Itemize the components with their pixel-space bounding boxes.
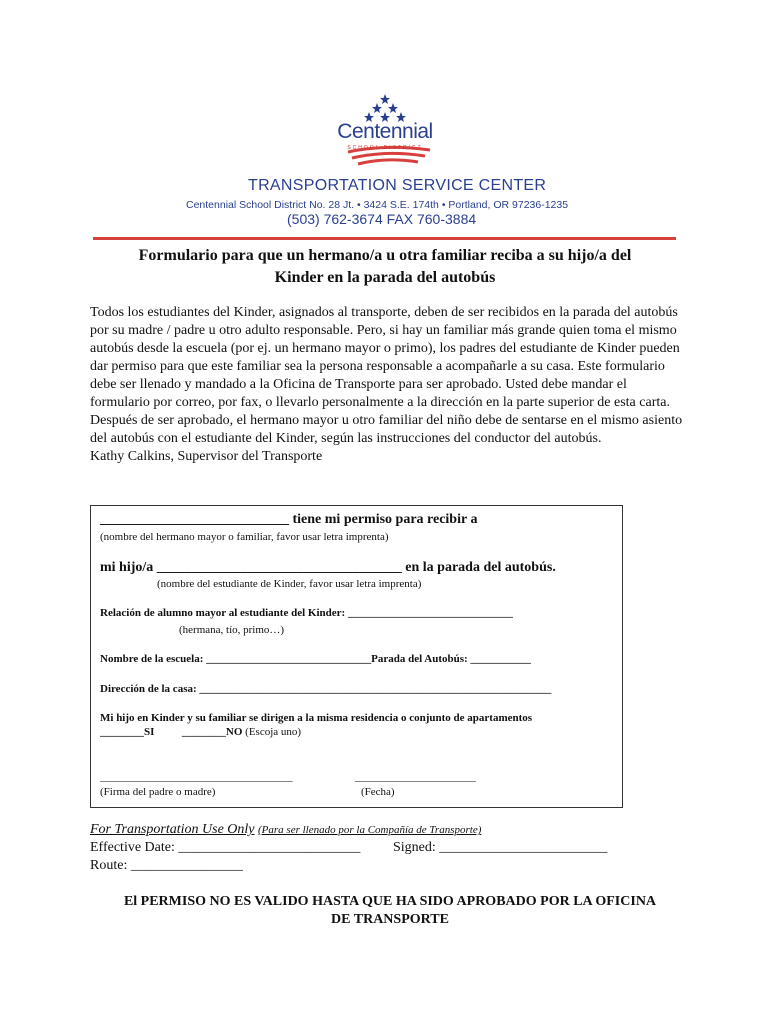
effective-date-field[interactable]: Effective Date: __________________________ bbox=[90, 840, 361, 855]
transport-use-heading bbox=[90, 822, 481, 838]
home-address-field[interactable]: Dirección de la casa: ________________________________________________________________ bbox=[100, 683, 552, 695]
parent-signature-label: (Firma del padre o madre) bbox=[100, 786, 216, 798]
transport-use-title: For Transportation Use Only bbox=[90, 822, 255, 837]
kinder-student-name-field[interactable]: mi hijo/a ___________________________________ en la parada del autobús. bbox=[100, 560, 556, 575]
signature-line: Kathy Calkins, Supervisor del Transporte bbox=[90, 449, 323, 464]
choose-one-note: (Escoja uno) bbox=[242, 726, 302, 738]
yes-no-choice bbox=[100, 726, 301, 738]
district-logo bbox=[330, 92, 440, 170]
title-line-1: Formulario para que un hermano/a u otra familiar reciba a su hijo/a del bbox=[138, 247, 632, 264]
logo-subtitle: SCHOOL DISTRICT bbox=[347, 145, 423, 151]
body-paragraph: Todos los estudiantes del Kinder, asignados al transporte, deben de ser recibidos en la parada del autobús por su madre / padre u otro adulto responsable. Pero, si hay un familiar más grande quien toma el mismo autobús desde la escuela (por ej. un hermano mayor o primo), los padres del estudiante de Kinder pueden dar permiso para que este familiar sea la persona responsable a acompañarle a su casa. Este formulario debe ser llenado y mandado a la Oficina de Transporte para ser aprobado. Usted debe mandar el formulario por correo, por fax, o llevarlo personalmente a la dirección en la parte superior de esta carta. Después de ser aprobado, el hermano mayor u otro familiar del niño debe de sentarse en el mismo asiento del autobús con el estudiante del Kinder, según las instrucciones del conductor del autobús. bbox=[90, 305, 683, 446]
logo-name: Centennial bbox=[337, 120, 433, 143]
date-label: (Fecha) bbox=[361, 786, 395, 798]
body-text bbox=[90, 304, 690, 466]
older-sibling-note: (nombre del hermano mayor o familiar, favor usar letra imprenta) bbox=[100, 531, 389, 543]
phone-fax: (503) 762-3674 FAX 760-3884 bbox=[287, 211, 477, 227]
school-bus-stop-field[interactable]: Nombre de la escuela: ______________________________Parada del Autobús: ___________ bbox=[100, 653, 531, 665]
header-divider bbox=[93, 237, 676, 240]
district-address: Centennial School District No. 28 Jt. • 3424 S.E. 174th • Portland, OR 97236-1235 bbox=[186, 199, 569, 211]
parent-signature-line[interactable]: ___________________________________ bbox=[100, 771, 293, 783]
final-notice bbox=[90, 893, 690, 929]
title-line-2: Kinder en la parada del autobús bbox=[274, 269, 496, 286]
route-field[interactable]: Route: ________________ bbox=[90, 858, 243, 873]
yes-option[interactable]: ________SI bbox=[100, 726, 155, 738]
center-title: TRANSPORTATION SERVICE CENTER bbox=[248, 177, 547, 194]
document-title bbox=[95, 245, 675, 289]
older-sibling-name-field[interactable]: ___________________________ tiene mi permiso para recibir a bbox=[100, 512, 478, 527]
relation-field[interactable]: Relación de alumno mayor al estudiante del Kinder: ______________________________ bbox=[100, 607, 513, 619]
relation-note: (hermana, tío, primo…) bbox=[179, 624, 285, 636]
final-notice-line-2: DE TRANSPORTE bbox=[331, 912, 449, 927]
signed-field[interactable]: Signed: ________________________ bbox=[393, 840, 608, 855]
permission-form-box bbox=[90, 505, 623, 808]
transport-use-note: (Para ser llenado por la Compañía de Transporte) bbox=[258, 824, 482, 836]
final-notice-line-1: El PERMISO NO ES VALIDO HASTA QUE HA SIDO APROBADO POR LA OFICINA bbox=[123, 894, 657, 909]
date-line[interactable]: ______________________ bbox=[355, 771, 476, 783]
kinder-student-note: (nombre del estudiante de Kinder, favor usar letra imprenta) bbox=[157, 578, 422, 590]
no-option[interactable]: ________NO bbox=[181, 726, 243, 738]
residence-question: Mi hijo en Kinder y su familiar se dirigen a la misma residencia o conjunto de apartamentos bbox=[100, 712, 533, 724]
